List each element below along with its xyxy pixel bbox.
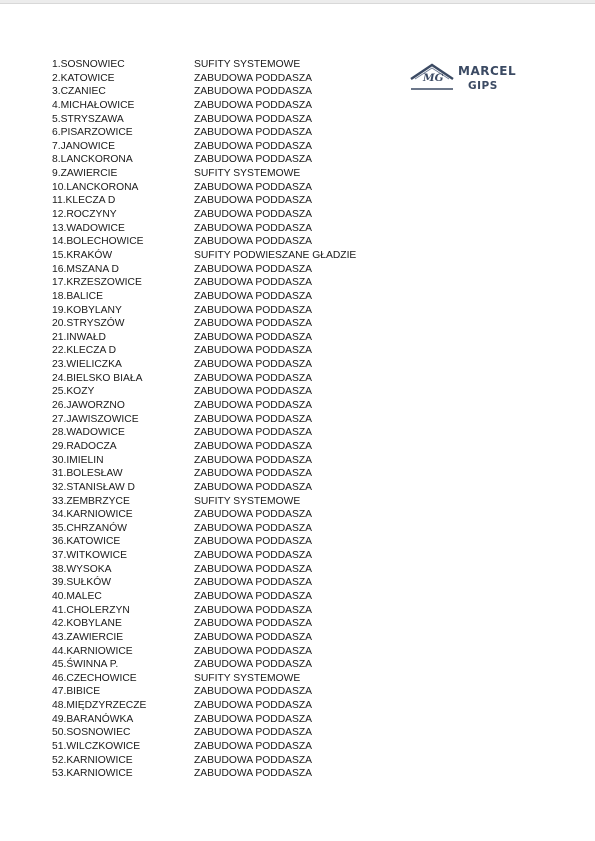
work-type: ZABUDOWA PODDASZA [194, 659, 313, 671]
work-type: ZABUDOWA PODDASZA [194, 386, 313, 398]
list-item [52, 440, 392, 454]
list-item [52, 249, 392, 263]
list-item [52, 645, 392, 659]
location-name: 8.LANCKORONA [52, 154, 133, 166]
location-name: 15.KRAKÓW [52, 249, 113, 261]
location-name: 40.MALEC [52, 590, 102, 602]
list-item [52, 413, 392, 427]
work-type: ZABUDOWA PODDASZA [194, 277, 313, 289]
list-item [52, 99, 392, 113]
location-name: 24.BIELSKO BIAŁA [52, 372, 143, 384]
location-name: 32.STANISŁAW D [52, 481, 135, 493]
work-type: ZABUDOWA PODDASZA [194, 345, 313, 357]
work-type: ZABUDOWA PODDASZA [194, 304, 313, 316]
work-type: SUFITY SYSTEMOWE [194, 672, 301, 684]
list-item [52, 331, 392, 345]
list-item [52, 617, 392, 631]
location-name: 48.MIĘDZYRZECZE [52, 700, 147, 712]
location-name: 2.KATOWICE [52, 72, 115, 84]
work-type: ZABUDOWA PODDASZA [194, 99, 313, 111]
list-item [52, 699, 392, 713]
list-item [52, 508, 392, 522]
location-name: 12.ROCZYNY [52, 209, 117, 221]
work-type: SUFITY SYSTEMOWE [194, 168, 301, 180]
list-item [52, 153, 392, 167]
location-name: 19.KOBYLANY [52, 304, 122, 316]
location-name: 41.CHOLERZYN [52, 604, 130, 616]
work-type: ZABUDOWA PODDASZA [194, 331, 313, 343]
list-item [52, 235, 392, 249]
list-item [52, 481, 392, 495]
logo-name-line2: GIPS [468, 80, 498, 92]
location-name: 39.SUŁKÓW [52, 577, 111, 589]
location-name: 31.BOLESŁAW [52, 468, 123, 480]
work-type: ZABUDOWA PODDASZA [194, 440, 313, 452]
location-name: 42.KOBYLANE [52, 618, 122, 630]
work-type: SUFITY PODWIESZANE GŁADZIE [194, 249, 357, 261]
list-item [52, 631, 392, 645]
list-item [52, 208, 392, 222]
list-item [52, 590, 392, 604]
work-type: ZABUDOWA PODDASZA [194, 536, 313, 548]
location-name: 23.WIELICZKA [52, 359, 122, 371]
work-type: ZABUDOWA PODDASZA [194, 236, 313, 248]
location-name: 51.WILCZKOWICE [52, 741, 141, 753]
work-type: ZABUDOWA PODDASZA [194, 427, 313, 439]
location-name: 50.SOSNOWIEC [52, 727, 131, 739]
location-name: 22.KLECZA D [52, 345, 117, 357]
location-name: 13.WADOWICE [52, 222, 125, 234]
work-type: SUFITY SYSTEMOWE [194, 495, 301, 507]
work-type: ZABUDOWA PODDASZA [194, 481, 313, 493]
work-type: ZABUDOWA PODDASZA [194, 700, 313, 712]
location-name: 14.BOLECHOWICE [52, 236, 144, 248]
list-item [52, 58, 392, 72]
location-name: 49.BARANÓWKA [52, 713, 134, 725]
location-name: 34.KARNIOWICE [52, 509, 133, 521]
location-name: 46.CZECHOWICE [52, 672, 137, 684]
work-type: ZABUDOWA PODDASZA [194, 72, 313, 84]
list-item [52, 563, 392, 577]
work-type: ZABUDOWA PODDASZA [194, 372, 313, 384]
location-name: 9.ZAWIERCIE [52, 168, 118, 180]
list-item [52, 726, 392, 740]
list-item [52, 767, 392, 781]
list-item [52, 72, 392, 86]
list-item [52, 317, 392, 331]
list-item [52, 194, 392, 208]
list-item [52, 263, 392, 277]
list-item [52, 754, 392, 768]
list-item [52, 385, 392, 399]
work-type: ZABUDOWA PODDASZA [194, 140, 313, 152]
location-name: 11.KLECZA D [52, 195, 116, 207]
work-type: ZABUDOWA PODDASZA [194, 522, 313, 534]
list-item [52, 604, 392, 618]
work-type: ZABUDOWA PODDASZA [194, 631, 313, 643]
list-item [52, 290, 392, 304]
location-name: 17.KRZESZOWICE [52, 277, 142, 289]
work-type: ZABUDOWA PODDASZA [194, 222, 313, 234]
location-name: 37.WITKOWICE [52, 550, 127, 562]
logo-monogram: MG [423, 72, 444, 84]
work-type: ZABUDOWA PODDASZA [194, 127, 313, 139]
work-type: ZABUDOWA PODDASZA [194, 181, 313, 193]
list-item [52, 713, 392, 727]
location-name: 26.JAWORZNO [52, 400, 125, 412]
location-name: 35.CHRZANÓW [52, 522, 127, 534]
location-name: 29.RADOCZA [52, 440, 117, 452]
location-name: 25.KOZY [52, 386, 95, 398]
location-name: 1.SOSNOWIEC [52, 59, 125, 70]
work-type: ZABUDOWA PODDASZA [194, 509, 313, 521]
location-name: 53.KARNIOWICE [52, 768, 133, 780]
work-type: ZABUDOWA PODDASZA [194, 318, 313, 330]
document-page [0, 3, 595, 841]
work-type: ZABUDOWA PODDASZA [194, 113, 313, 125]
list-item [52, 658, 392, 672]
work-type: ZABUDOWA PODDASZA [194, 209, 313, 221]
work-type: ZABUDOWA PODDASZA [194, 727, 313, 739]
work-type: ZABUDOWA PODDASZA [194, 768, 313, 780]
company-logo [410, 62, 520, 96]
work-type: ZABUDOWA PODDASZA [194, 590, 313, 602]
list-item [52, 222, 392, 236]
work-type: ZABUDOWA PODDASZA [194, 359, 313, 371]
location-name: 38.WYSOKA [52, 563, 112, 575]
location-name: 45.ŚWINNA P. [52, 659, 119, 671]
location-name: 6.PISARZOWICE [52, 127, 133, 139]
list-item [52, 685, 392, 699]
work-type: SUFITY SYSTEMOWE [194, 59, 301, 70]
location-name: 16.MSZANA D [52, 263, 119, 275]
list-item [52, 358, 392, 372]
location-name: 4.MICHAŁOWICE [52, 99, 135, 111]
location-name: 7.JANOWICE [52, 140, 115, 152]
list-item [52, 672, 392, 686]
project-list [52, 58, 392, 781]
list-item [52, 276, 392, 290]
list-item [52, 576, 392, 590]
location-name: 43.ZAWIERCIE [52, 631, 124, 643]
location-name: 27.JAWISZOWICE [52, 413, 139, 425]
list-item [52, 344, 392, 358]
location-name: 28.WADOWICE [52, 427, 125, 439]
location-name: 5.STRYSZAWA [52, 113, 124, 125]
list-item [52, 304, 392, 318]
list-item [52, 467, 392, 481]
work-type: ZABUDOWA PODDASZA [194, 741, 313, 753]
work-type: ZABUDOWA PODDASZA [194, 468, 313, 480]
work-type: ZABUDOWA PODDASZA [194, 754, 313, 766]
work-type: ZABUDOWA PODDASZA [194, 413, 313, 425]
work-type: ZABUDOWA PODDASZA [194, 263, 313, 275]
work-type: ZABUDOWA PODDASZA [194, 577, 313, 589]
list-item [52, 140, 392, 154]
work-type: ZABUDOWA PODDASZA [194, 604, 313, 616]
location-name: 30.IMIELIN [52, 454, 104, 466]
list-item [52, 740, 392, 754]
list-item [52, 126, 392, 140]
location-name: 3.CZANIEC [52, 86, 106, 98]
location-name: 47.BIBICE [52, 686, 101, 698]
work-type: ZABUDOWA PODDASZA [194, 686, 313, 698]
work-type: ZABUDOWA PODDASZA [194, 400, 313, 412]
work-type: ZABUDOWA PODDASZA [194, 195, 313, 207]
list-item [52, 167, 392, 181]
work-type: ZABUDOWA PODDASZA [194, 154, 313, 166]
location-name: 10.LANCKORONA [52, 181, 139, 193]
work-type: ZABUDOWA PODDASZA [194, 563, 313, 575]
list-item [52, 454, 392, 468]
list-item [52, 399, 392, 413]
location-name: 21.INWAŁD [52, 331, 106, 343]
work-type: ZABUDOWA PODDASZA [194, 618, 313, 630]
list-item [52, 495, 392, 509]
work-type: ZABUDOWA PODDASZA [194, 550, 313, 562]
work-type: ZABUDOWA PODDASZA [194, 645, 313, 657]
list-item [52, 85, 392, 99]
location-name: 52.KARNIOWICE [52, 754, 133, 766]
list-item [52, 522, 392, 536]
location-name: 44.KARNIOWICE [52, 645, 133, 657]
list-item [52, 372, 392, 386]
list-item [52, 549, 392, 563]
location-name: 33.ZEMBRZYCE [52, 495, 130, 507]
logo-name-line1: MARCEL [458, 64, 517, 78]
list-item [52, 181, 392, 195]
location-name: 36.KATOWICE [52, 536, 121, 548]
work-type: ZABUDOWA PODDASZA [194, 86, 313, 98]
list-item [52, 535, 392, 549]
list-item [52, 113, 392, 127]
work-type: ZABUDOWA PODDASZA [194, 713, 313, 725]
location-name: 20.STRYSZÓW [52, 318, 125, 330]
work-type: ZABUDOWA PODDASZA [194, 454, 313, 466]
work-type: ZABUDOWA PODDASZA [194, 290, 313, 302]
location-name: 18.BALICE [52, 290, 103, 302]
list-item [52, 426, 392, 440]
